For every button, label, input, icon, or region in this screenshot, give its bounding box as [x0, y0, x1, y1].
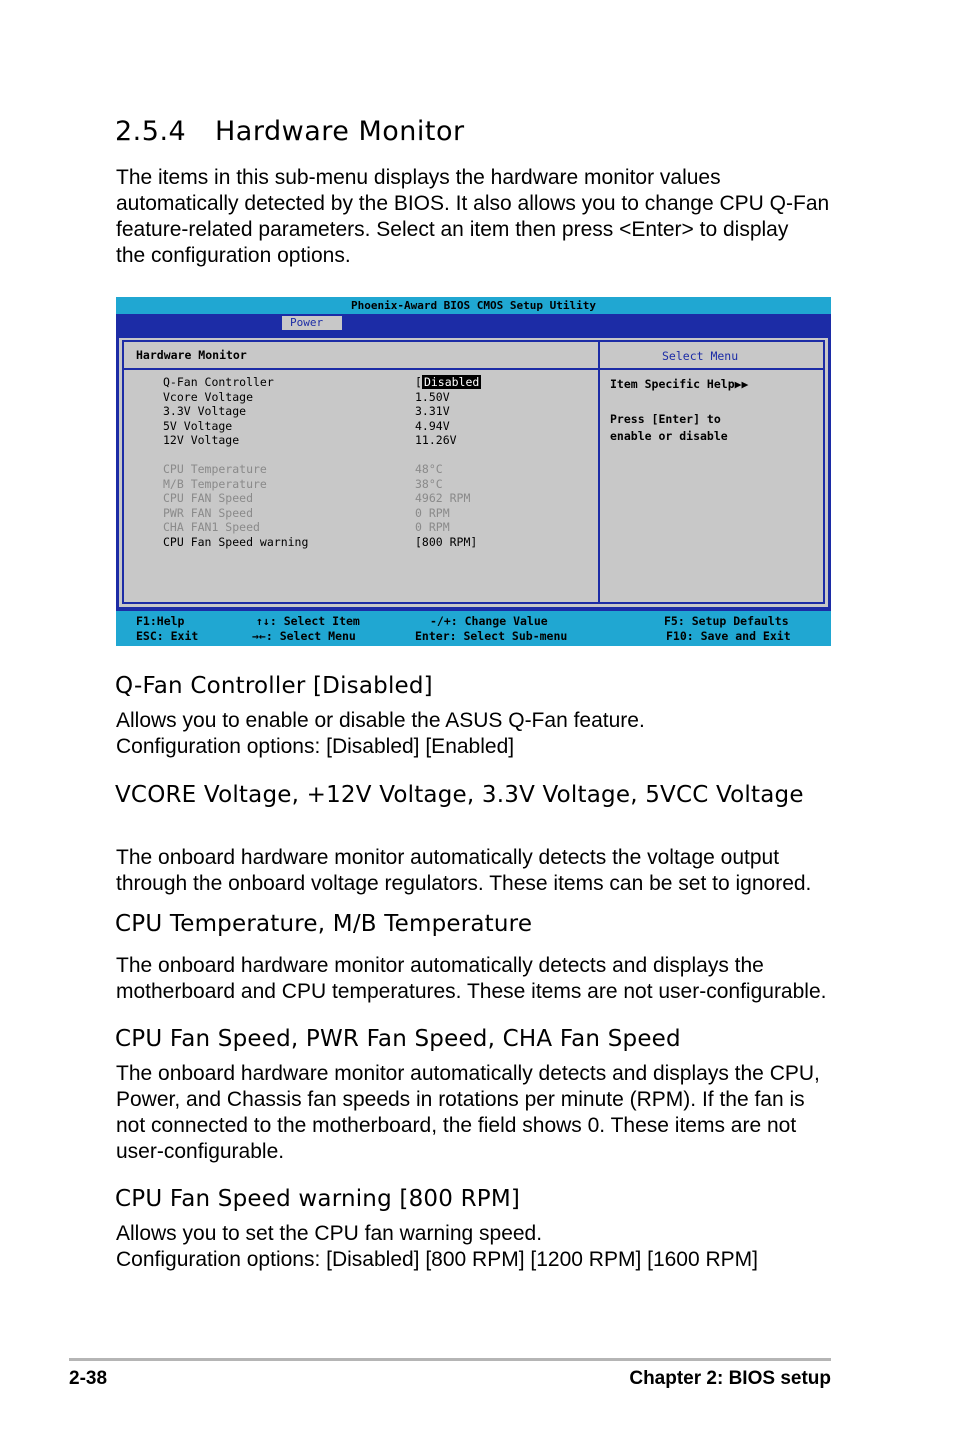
bios-menu-bar — [116, 314, 831, 331]
chapter-title: Chapter 2: BIOS setup — [629, 1368, 831, 1389]
body-line: Power, and Chassis fan speeds in rotations per minute (RPM). If the fan is — [116, 1088, 805, 1111]
body-line: The onboard hardware monitor automatically detects the voltage output — [116, 846, 780, 869]
key-select-submenu: Enter: Select Sub-menu — [415, 629, 568, 643]
bios-menu-tab-power[interactable]: Power — [282, 316, 342, 330]
bios-item-label[interactable]: 3.3V Voltage — [163, 404, 247, 418]
key-f1-help: F1:Help — [136, 614, 185, 628]
body-line: not connected to the motherboard, the field shows 0. These items are not — [116, 1114, 797, 1137]
body-line: The onboard hardware monitor automatically detects and displays the — [116, 954, 764, 977]
help-line-2: enable or disable — [610, 429, 728, 443]
double-arrow-icon: ▶▶ — [734, 377, 749, 391]
body-line: Configuration options: [Disabled] [800 RPM] [1200 RPM] [1600 RPM] — [116, 1248, 758, 1271]
bios-item-label: CHA FAN1 Speed — [163, 520, 260, 534]
intro-line: automatically detected by the BIOS. It also allows you to change CPU Q-Fan — [116, 192, 830, 215]
subsection-body — [116, 1061, 846, 1165]
help-item-specific — [610, 377, 748, 391]
bios-item-value: 0 RPM — [415, 520, 450, 534]
body-line: The onboard hardware monitor automatically detects and displays the CPU, — [116, 1062, 820, 1085]
key-f5-defaults: F5: Setup Defaults — [664, 614, 789, 628]
body-line: through the onboard voltage regulators. These items can be set to ignored. — [116, 872, 812, 895]
bios-help-header: Select Menu — [662, 349, 739, 363]
bios-item-value: 48°C — [415, 462, 443, 476]
page-number: 2-38 — [69, 1368, 108, 1389]
bios-item-value: 4962 RPM — [415, 491, 471, 505]
bios-vertical-divider — [598, 340, 600, 604]
section-number: 2.5.4 — [115, 116, 187, 147]
bios-item-value[interactable]: [800 RPM] — [415, 534, 478, 549]
key-f10-save-exit: F10: Save and Exit — [666, 629, 791, 643]
bios-footer — [116, 611, 831, 646]
key-select-item: ↑↓: Select Item — [256, 614, 360, 628]
bios-item-value[interactable]: 4.94V — [415, 418, 450, 433]
body-line: Allows you to set the CPU fan warning speed. — [116, 1222, 543, 1245]
subsection-heading: CPU Fan Speed warning [800 RPM] — [115, 1186, 521, 1212]
help-item-specific-label: Item Specific Help — [610, 377, 735, 391]
bios-title-bar: Phoenix-Award BIOS CMOS Setup Utility — [116, 297, 831, 314]
bios-item-label[interactable]: Vcore Voltage — [163, 389, 254, 404]
selected-value[interactable]: Disabled — [423, 375, 480, 389]
body-line: Allows you to enable or disable the ASUS Q-Fan feature. — [116, 709, 645, 732]
bios-item-label[interactable]: Q-Fan Controller — [163, 375, 274, 389]
bios-item-label: PWR FAN Speed — [163, 505, 254, 520]
bios-item-value[interactable]: 11.26V — [415, 433, 457, 447]
intro-line: feature-related parameters. Select an item then press <Enter> to display — [116, 218, 789, 241]
bios-horizontal-divider — [122, 368, 825, 370]
intro-paragraph — [116, 165, 846, 269]
bios-item-label: CPU FAN Speed — [163, 491, 254, 505]
bracket: [ — [415, 375, 422, 389]
key-esc-exit: ESC: Exit — [136, 629, 199, 643]
intro-line: The items in this sub-menu displays the hardware monitor values — [116, 166, 721, 189]
subsection-body — [116, 845, 846, 897]
bios-item-label[interactable]: CPU Fan Speed warning — [163, 534, 309, 549]
help-line-1: Press [Enter] to — [610, 412, 721, 426]
bios-item-label[interactable]: 12V Voltage — [163, 433, 240, 447]
subsection-body — [116, 1221, 846, 1273]
subsection-heading: CPU Fan Speed, PWR Fan Speed, CHA Fan Speed — [115, 1026, 681, 1052]
bios-item-value[interactable]: 1.50V — [415, 389, 450, 404]
section-heading — [115, 116, 465, 147]
bios-item-label[interactable]: 5V Voltage — [163, 418, 233, 433]
bios-item-value: 0 RPM — [415, 505, 450, 520]
footer-rule — [69, 1358, 831, 1361]
bios-panel — [119, 338, 828, 607]
subsection-body — [116, 708, 846, 760]
bios-panel-title: Hardware Monitor — [136, 348, 247, 362]
section-title: Hardware Monitor — [215, 116, 465, 147]
bios-screen — [116, 297, 831, 646]
subsection-heading: VCORE Voltage, +12V Voltage, 3.3V Voltage, 5VCC Voltage — [115, 782, 804, 808]
body-line: motherboard and CPU temperatures. These items are not user-configurable. — [116, 980, 827, 1003]
bios-item-label: M/B Temperature — [163, 476, 267, 491]
intro-line: the configuration options. — [116, 244, 351, 267]
subsection-heading: CPU Temperature, M/B Temperature — [115, 911, 533, 937]
subsection-heading: Q-Fan Controller [Disabled] — [115, 673, 433, 699]
body-line: user-configurable. — [116, 1140, 285, 1163]
bios-item-value: 38°C — [415, 476, 443, 491]
subsection-body — [116, 953, 846, 1005]
bios-item-value[interactable]: 3.31V — [415, 404, 450, 418]
key-select-menu: →←: Select Menu — [252, 629, 356, 643]
bios-item-value[interactable] — [415, 375, 481, 389]
bios-item-label: CPU Temperature — [163, 462, 267, 476]
key-change-value: -/+: Change Value — [430, 614, 548, 628]
body-line: Configuration options: [Disabled] [Enabled] — [116, 735, 515, 758]
